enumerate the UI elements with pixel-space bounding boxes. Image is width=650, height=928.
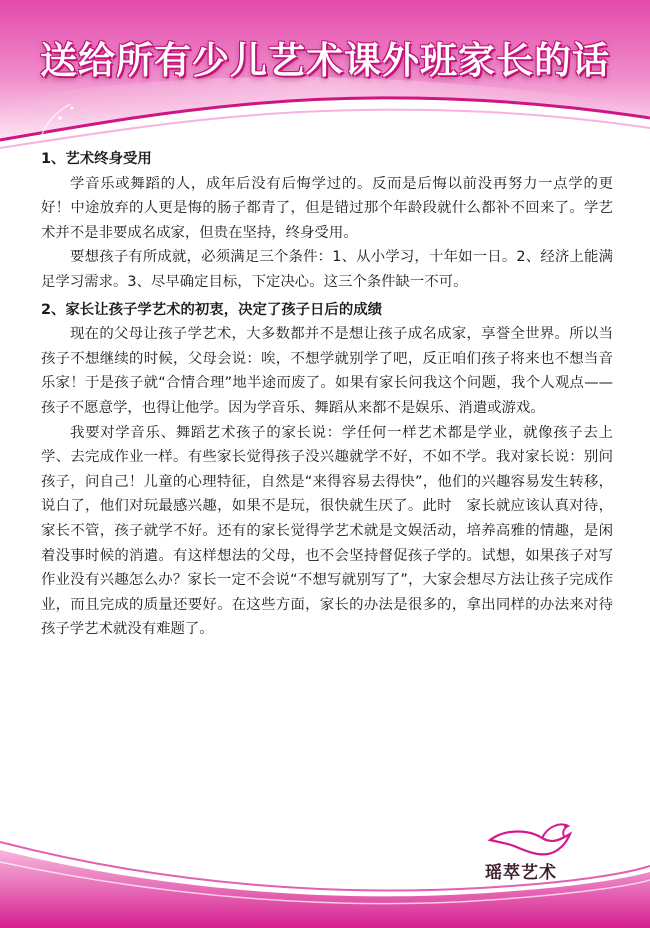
paragraph: 我要对学音乐、舞蹈艺术孩子的家长说：学任何一样艺术都是学业，就像孩子去上学、去完成作业一样。有些家长觉得孩子没兴趣就学不好，不如不学。我对家长说：别问孩子，问自己！儿童的心理特征，自然是“来得容易去得快”，他们的兴趣容易发生转移，说白了，他们对玩最感兴趣，如果不是玩，很快就生厌了。此时 家长就应该认真对待，家长不管，孩子就学不好。还有的家长觉得学艺术就是文娱活动，培养高雅的情趣，是闲着没事时候的消遣。有这样想法的父母，也不会坚持督促孩子学的。试想，如果孩子对写作业没有兴趣怎么办？家长一定不会说“不想写就别写了”，大家会想尽方法让孩子完成作业，而且完成的质量还要好。在这些方面，家长的办法是很多的，拿出同样的办法来对待孩子学艺术就没有难题了。 <box>41 424 613 638</box>
section-heading: 1、艺术终身受用 <box>41 151 152 167</box>
section-heading: 2、家长让孩子学艺术的初衷，决定了孩子日后的成绩 <box>41 301 382 318</box>
paragraph: 要想孩子有所成就，必须满足三个条件：1、从小学习，十年如一日。2、经济上能满足学习需求。3、尽早确定目标，下定决心。这三个条件缺一不可。 <box>41 249 613 290</box>
paragraph: 现在的父母让孩子学艺术，大多数都并不是想让孩子成名成家，享誉全世界。所以当孩子不想继续的时候，父母会说：唉，不想学就别学了吧，反正咱们孩子将来也不想当音乐家！于是孩子就“合情合理”地半途而废了。如果有家长问我这个问题，我个人观点——孩子不愿意学，也得让他学。因为学音乐、舞蹈从来都不是娱乐、消遣或游戏。 <box>41 326 613 416</box>
paragraph: 学音乐或舞蹈的人，成年后没有后悔学过的。反而是后悔以前没再努力一点学的更好！中途放弃的人更是悔的肠子都青了，但是错过那个年龄段就什么都补不回来了。学艺术并不是非要成名成家，但贵在坚持，终身受用。 <box>41 175 613 241</box>
page-title: 送给所有少儿艺术课外班家长的话 <box>40 39 610 82</box>
brand-name: 瑶萃艺术 <box>485 863 557 883</box>
article-body <box>41 147 613 642</box>
